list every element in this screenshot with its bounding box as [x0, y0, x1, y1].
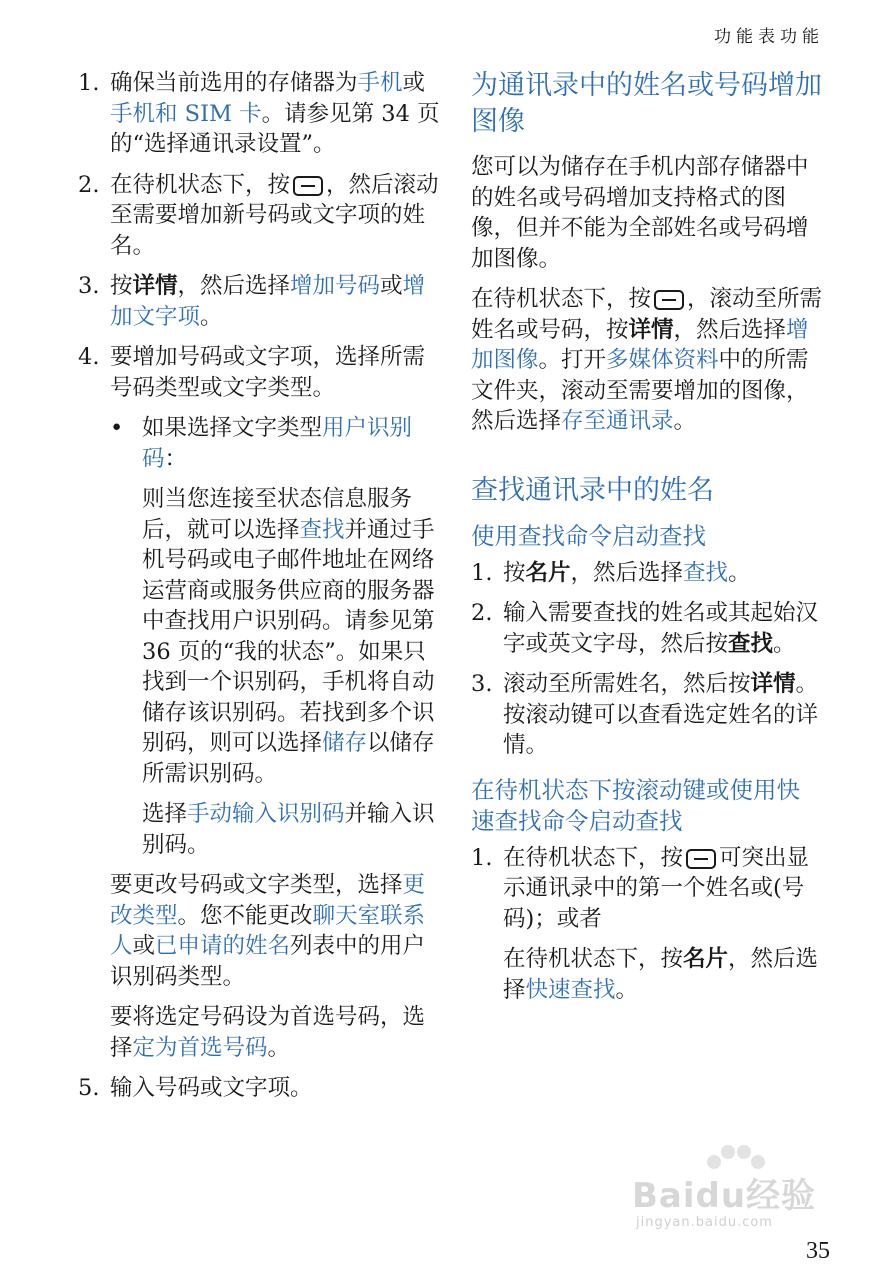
text: 中的所需文件夹，滚动至需要增加的图像，然后选择	[471, 347, 809, 434]
softkey-label: 名片	[683, 946, 729, 972]
text: 输入号码或文字项。	[110, 1075, 313, 1101]
option-link[interactable]: 增加图像	[471, 316, 809, 373]
right-column	[471, 68, 823, 1015]
step-number: 1.	[471, 559, 493, 586]
text: 。	[773, 630, 796, 657]
scroll-key-icon	[293, 176, 323, 196]
watermark-brand: Baidu经验	[632, 1176, 817, 1216]
paragraph-intro: 您可以为储存在手机内部存储器中的姓名或号码增加支持格式的图像，但并不能为全部姓名或号码增加图像。	[471, 154, 809, 272]
text: 则当您连接至状态信息服务后，就可以选择	[142, 486, 413, 543]
text: ，滚动至所需姓名或号码，按	[471, 286, 823, 343]
option-link[interactable]: 增加文字项	[110, 273, 426, 330]
softkey-label: 查找	[728, 630, 774, 657]
page-header-title: 功能表功能	[714, 27, 824, 47]
softkey-label: 名片	[525, 559, 571, 586]
step-5	[78, 1073, 440, 1104]
find-step-1	[471, 558, 823, 589]
quick-step-1	[471, 843, 823, 935]
text: 要将选定号码设为首选号码，选择	[110, 1004, 426, 1061]
text: 以储存所需识别码。	[142, 730, 435, 787]
option-link[interactable]: 查找	[683, 559, 729, 586]
text: 。	[615, 976, 639, 1003]
scroll-key-icon	[654, 290, 684, 310]
text: ，然后选择	[570, 559, 684, 586]
step-number: 3.	[78, 273, 100, 299]
text: 。按滚动键可以查看选定姓名的详情。	[503, 671, 819, 758]
text: 在待机状态下，按	[471, 286, 652, 312]
paragraph-change-type	[110, 870, 440, 992]
option-link[interactable]: 定为首选号码	[132, 1034, 268, 1061]
softkey-label: 详情	[628, 316, 674, 343]
option-link[interactable]: 更改类型	[110, 872, 426, 929]
option-link[interactable]: 查找	[299, 516, 345, 543]
option-link[interactable]: 已申请的姓名	[155, 933, 291, 959]
text: ，然后选择	[503, 946, 819, 1003]
option-link[interactable]: 存至通讯录	[561, 408, 674, 434]
text: 按	[110, 273, 133, 299]
scroll-key-icon	[686, 849, 716, 869]
bullet-item	[110, 413, 440, 474]
text: 选择	[142, 801, 188, 827]
option-link[interactable]: 聊天室联系人	[110, 902, 426, 959]
left-column	[78, 68, 440, 1114]
option-link[interactable]: 手动输入识别码	[187, 801, 345, 827]
section-heading-find-name: 查找通讯录中的姓名	[471, 474, 714, 506]
text: 并通过手机号码或电子邮件地址在网络运营商或服务供应商的服务器中查找用户识别码。请参见第 36 页的“我的状态”。如果只找到一个识别码，手机将自动储存该识别码。若找到多个识别码，则可以选择	[142, 516, 435, 756]
text: 或	[132, 933, 156, 959]
option-link[interactable]: 增加号码	[290, 273, 381, 299]
find-step-3	[471, 669, 823, 761]
step-number: 1.	[78, 70, 100, 96]
bullet-icon: •	[110, 415, 124, 441]
text: 。	[673, 408, 697, 434]
sub-paragraph-1	[142, 484, 440, 789]
text: 滚动至所需姓名，然后按	[503, 671, 751, 697]
text: 。打开	[538, 347, 607, 373]
text: 确保当前选用的存储器为	[110, 70, 358, 96]
section-heading-add-image: 为通讯录中的姓名或号码增加图像	[471, 70, 822, 137]
step-number: 3.	[471, 671, 493, 697]
text: 或	[380, 273, 403, 299]
step-4	[78, 342, 440, 403]
step-3	[78, 271, 440, 332]
baidu-watermark	[632, 1140, 832, 1230]
step-number: 2.	[471, 600, 493, 626]
option-link[interactable]: 手机	[357, 70, 403, 96]
text: 在待机状态下，按	[110, 171, 291, 198]
option-link[interactable]: 快速查找	[525, 976, 616, 1003]
subheading-find-command: 使用查找命令启动查找	[471, 521, 706, 550]
text: 要增加号码或文字项，选择所需号码类型或文字类型。	[110, 344, 426, 401]
softkey-label: 详情	[750, 671, 796, 697]
text: ，然后滚动至需要增加新号码或文字项的姓名。	[110, 171, 439, 259]
text: ，然后选择	[673, 316, 787, 343]
text: 输入需要查找的姓名或其起始汉字或英文字母，然后按	[503, 600, 819, 657]
text: 列表中的用户识别码类型。	[110, 933, 426, 990]
step-number: 5.	[78, 1075, 100, 1101]
text: 在待机状态下，按	[503, 844, 684, 871]
step-1	[78, 68, 440, 160]
page-number: 35	[806, 1238, 830, 1264]
text: 在待机状态下，按	[503, 946, 684, 972]
sub-paragraph-2	[142, 799, 440, 860]
step-number: 4.	[78, 344, 100, 370]
text: 。	[267, 1034, 291, 1061]
text: 。请参见第 34 页的“选择通讯录设置”。	[110, 100, 440, 157]
step-2	[78, 170, 440, 262]
softkey-label: 详情	[132, 273, 178, 299]
text: 按	[503, 559, 526, 586]
step-number: 2.	[78, 171, 100, 198]
paragraph-add-image-steps	[471, 284, 823, 437]
text: 。	[200, 303, 223, 330]
option-link[interactable]: 用户识别码	[142, 415, 413, 472]
watermark-url: jingyan.baidu.com	[636, 1215, 773, 1230]
option-link[interactable]: 手机和 SIM 卡	[110, 100, 262, 127]
text: 并输入识别码。	[142, 801, 435, 858]
option-link[interactable]: 储存	[322, 730, 368, 756]
quick-step-1-alt	[503, 944, 823, 1005]
step-number: 1.	[471, 844, 493, 871]
option-link[interactable]: 多媒体资料	[606, 347, 719, 373]
text: 可突出显示通讯录中的第一个姓名或(号码)；或者	[503, 844, 810, 932]
text: 或	[402, 70, 426, 96]
text: 要更改号码或文字类型，选择	[110, 872, 403, 898]
text: ，然后选择	[177, 273, 291, 299]
text: 如果选择文字类型	[142, 415, 323, 441]
paragraph-default-number	[110, 1002, 440, 1063]
find-step-2	[471, 598, 823, 659]
text: 。您不能更改	[177, 902, 313, 929]
subheading-quick-find: 在待机状态下按滚动键或使用快速查找命令启动查找	[471, 775, 800, 835]
text: ：	[164, 445, 188, 472]
text: 。	[728, 559, 751, 586]
